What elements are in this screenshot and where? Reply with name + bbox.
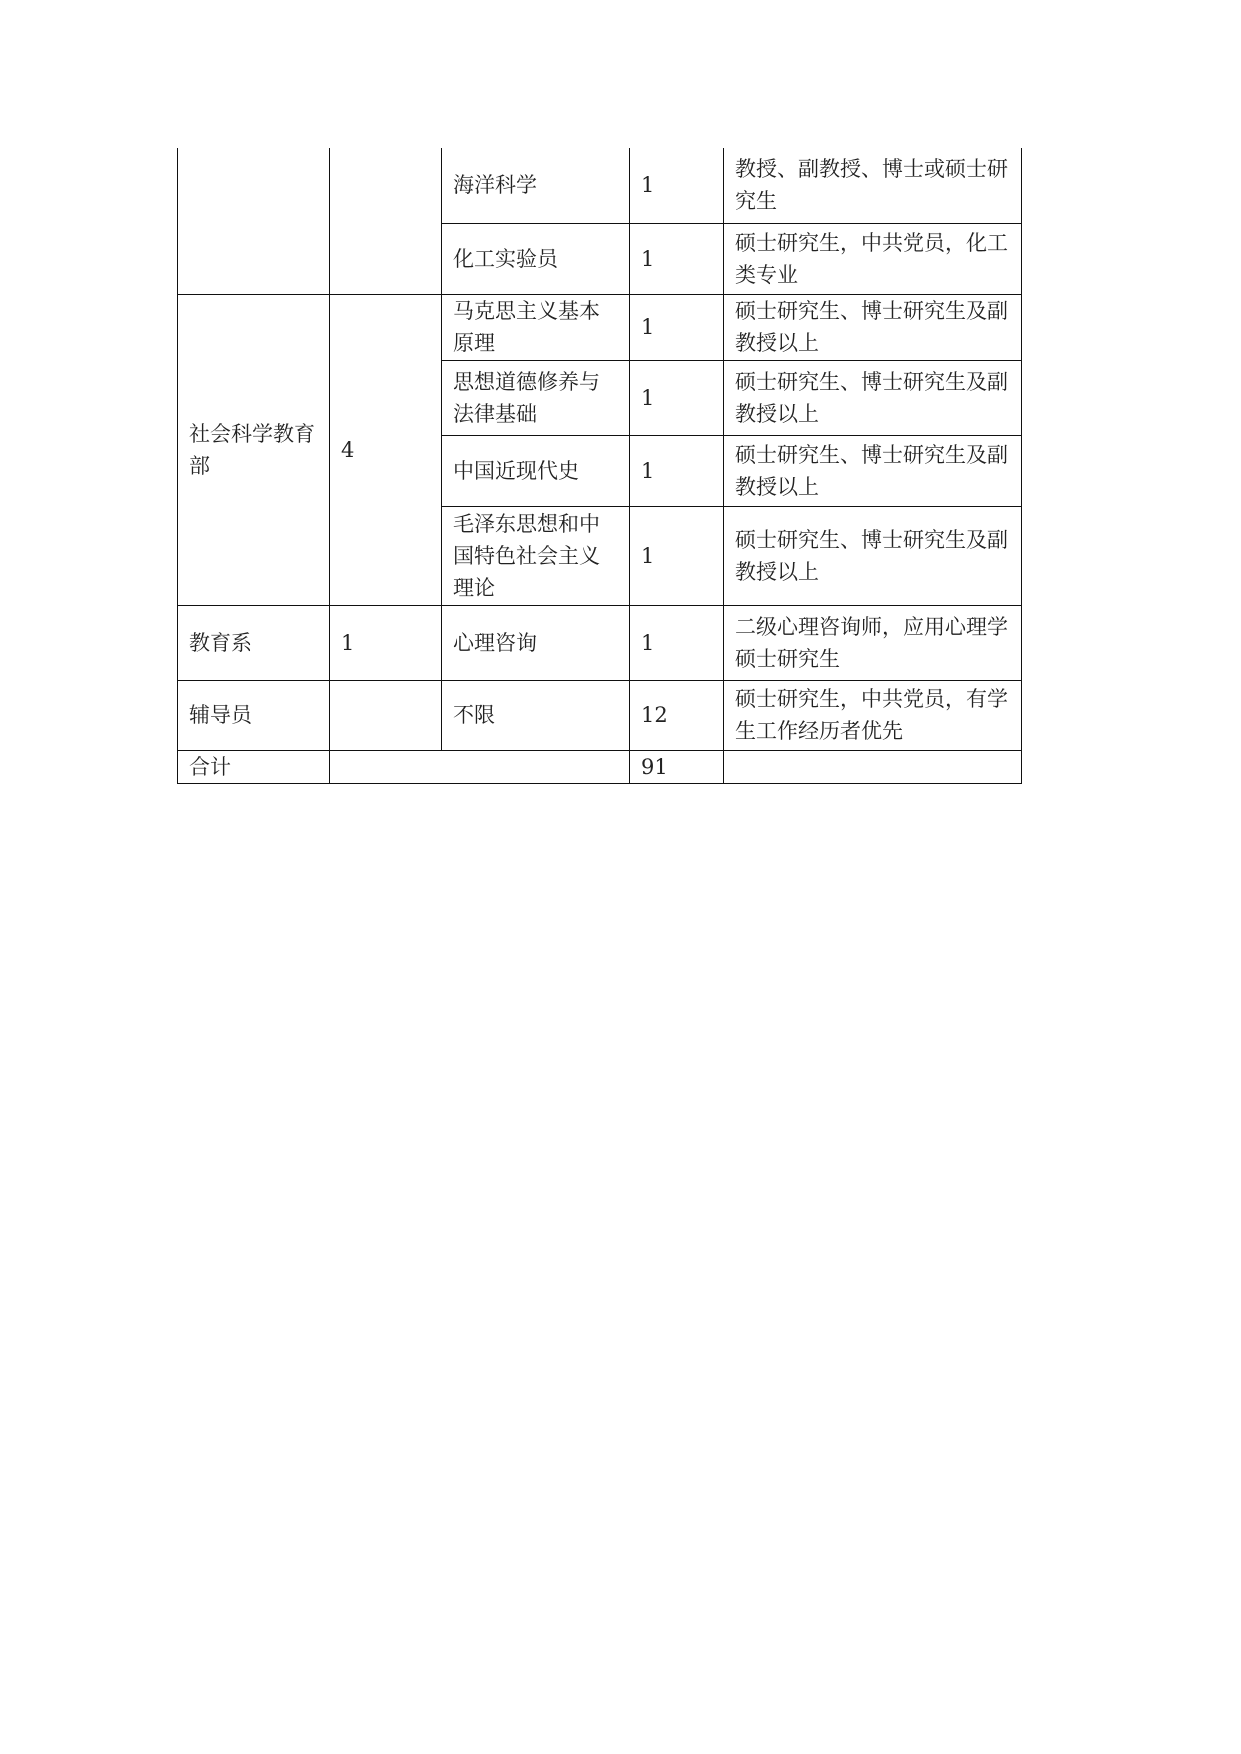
total-empty-cell	[330, 750, 630, 783]
department-cell-continued	[178, 148, 330, 294]
table-row	[178, 148, 1022, 223]
count-cell: 1	[630, 294, 724, 360]
position-cell: 马克思主义基本原理	[442, 294, 630, 360]
recruitment-table	[177, 148, 1022, 784]
count-cell: 1	[630, 148, 724, 223]
department-total-cell	[330, 680, 442, 750]
requirement-cell: 二级心理咨询师，应用心理学硕士研究生	[724, 605, 1022, 680]
department-cell: 辅导员	[178, 680, 330, 750]
table-row	[178, 605, 1022, 680]
count-cell: 1	[630, 506, 724, 605]
requirement-cell: 硕士研究生，中共党员，有学生工作经历者优先	[724, 680, 1022, 750]
position-cell: 化工实验员	[442, 223, 630, 294]
table-row	[178, 680, 1022, 750]
department-cell: 社会科学教育部	[178, 294, 330, 605]
position-cell: 毛泽东思想和中国特色社会主义理论	[442, 506, 630, 605]
department-total-cell: 1	[330, 605, 442, 680]
requirement-cell: 硕士研究生、博士研究生及副教授以上	[724, 506, 1022, 605]
total-row	[178, 750, 1022, 783]
requirement-cell: 硕士研究生，中共党员，化工类专业	[724, 223, 1022, 294]
position-cell: 中国近现代史	[442, 435, 630, 506]
count-cell: 12	[630, 680, 724, 750]
count-cell: 1	[630, 605, 724, 680]
total-label-cell: 合计	[178, 750, 330, 783]
requirement-cell: 教授、副教授、博士或硕士研究生	[724, 148, 1022, 223]
count-cell: 1	[630, 435, 724, 506]
count-cell: 1	[630, 360, 724, 435]
total-requirement-cell	[724, 750, 1022, 783]
requirement-cell: 硕士研究生、博士研究生及副教授以上	[724, 360, 1022, 435]
total-count-cell: 91	[630, 750, 724, 783]
department-cell: 教育系	[178, 605, 330, 680]
count-cell: 1	[630, 223, 724, 294]
department-total-cell: 4	[330, 294, 442, 605]
position-cell: 思想道德修养与法律基础	[442, 360, 630, 435]
table-row	[178, 294, 1022, 360]
position-cell: 海洋科学	[442, 148, 630, 223]
requirement-cell: 硕士研究生、博士研究生及副教授以上	[724, 294, 1022, 360]
position-cell: 不限	[442, 680, 630, 750]
position-cell: 心理咨询	[442, 605, 630, 680]
requirement-cell: 硕士研究生、博士研究生及副教授以上	[724, 435, 1022, 506]
department-total-cell-continued	[330, 148, 442, 294]
